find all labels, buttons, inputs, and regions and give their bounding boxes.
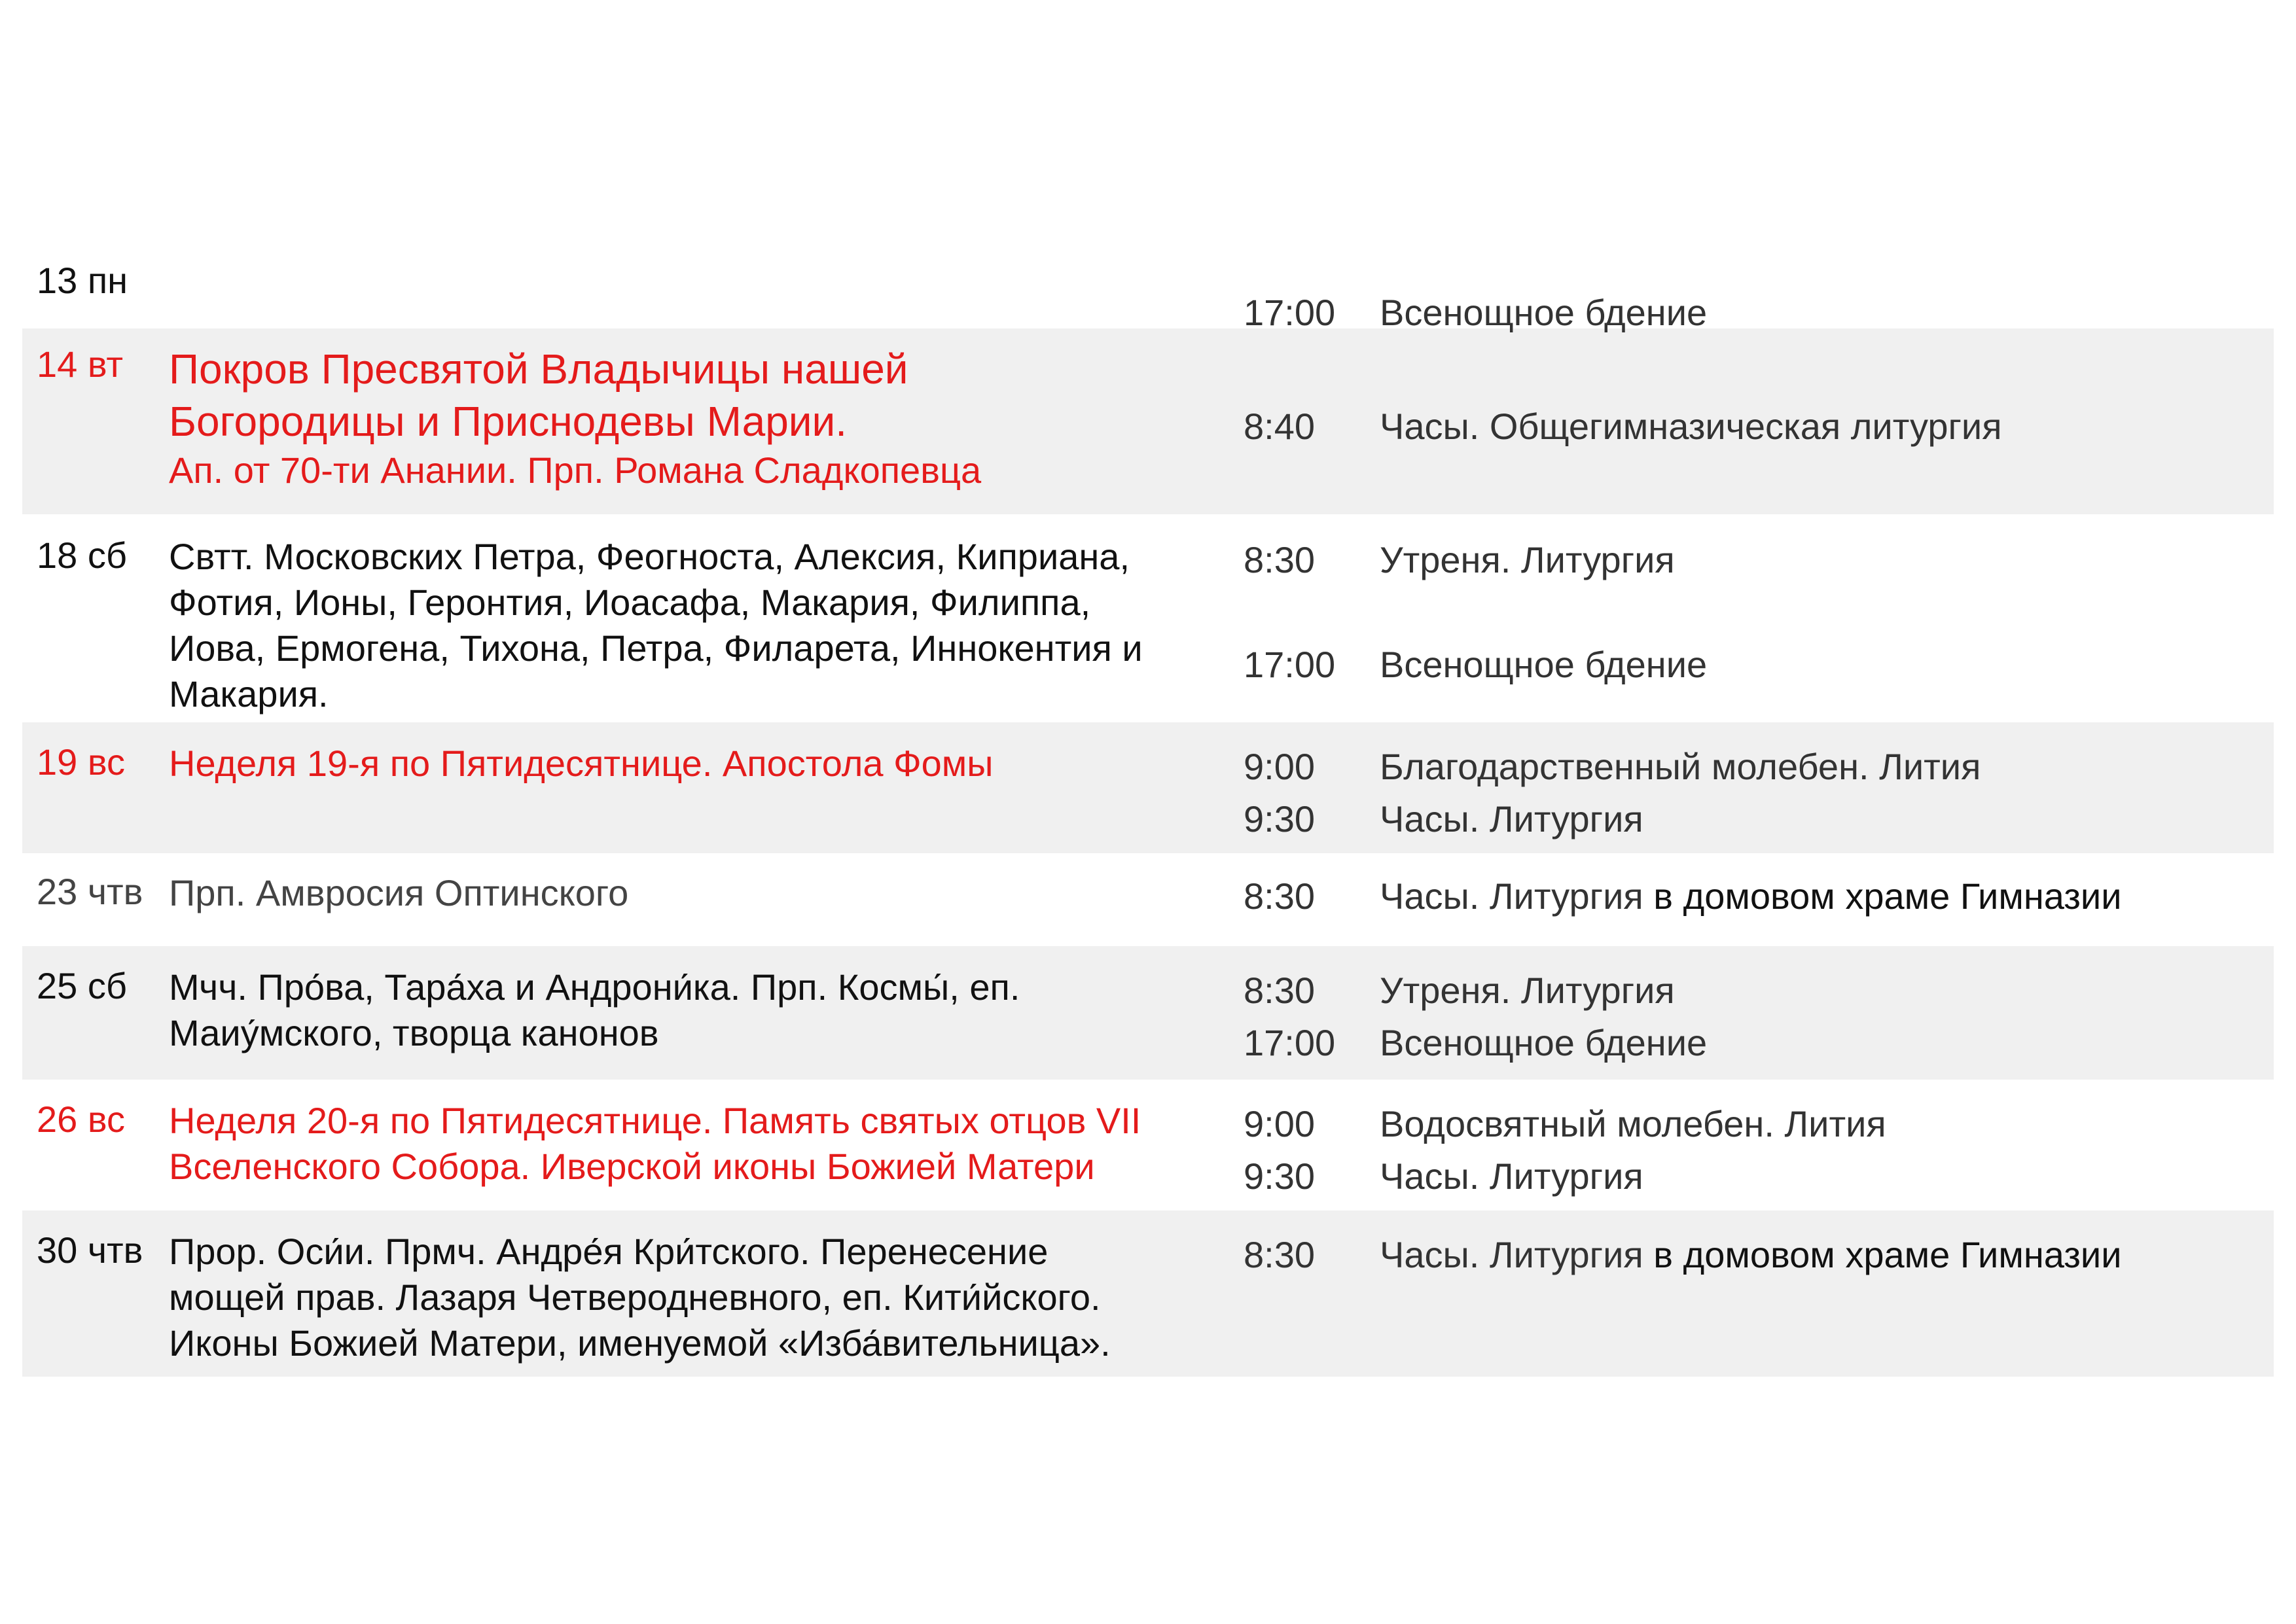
service-item <box>1244 400 2274 453</box>
row-date: 14 вт <box>37 344 124 385</box>
service-time: 17:00 <box>1244 644 1336 685</box>
service-name: Часы. Общегимназическая литургия <box>1380 406 2002 447</box>
service-name: Утреня. Литургия <box>1380 970 1675 1011</box>
service-name-wrap <box>1380 287 2274 339</box>
service-time: 9:00 <box>1244 1103 1315 1144</box>
service-time: 17:00 <box>1244 1022 1336 1063</box>
row-services <box>1244 741 2274 853</box>
service-item <box>1244 1150 2274 1203</box>
description-line: Вселенского Собора. Иверской иконы Божией Матери <box>169 1146 1095 1187</box>
service-location: в домовом храме Гимназии <box>1643 875 2122 917</box>
description-line: Свтт. Московских Петра, Феогноста, Алексия, Киприана, <box>169 536 1130 577</box>
service-name: Часы. Литургия <box>1380 1234 1643 1275</box>
service-time: 9:30 <box>1244 798 1315 839</box>
service-name-wrap <box>1380 964 2274 1017</box>
service-time: 8:30 <box>1244 875 1315 917</box>
row-date: 25 сб <box>37 965 127 1006</box>
service-name-wrap <box>1380 741 2274 793</box>
row-services <box>1244 259 2274 333</box>
service-name-wrap <box>1380 1229 2274 1281</box>
description-line: Богородицы и Приснодевы Марии. <box>169 398 848 445</box>
service-item <box>1244 639 2274 691</box>
service-item <box>1244 870 2274 923</box>
row-date: 23 чтв <box>37 871 143 912</box>
row-services <box>1244 1229 2274 1377</box>
description-line: Прп. Амвросия Оптинского <box>169 872 629 913</box>
service-name: Часы. Литургия <box>1380 1156 1643 1197</box>
schedule-row <box>22 514 2274 722</box>
service-time: 8:30 <box>1244 1234 1315 1275</box>
service-time: 17:00 <box>1244 292 1336 333</box>
row-description <box>169 870 1244 946</box>
row-date: 18 сб <box>37 535 127 576</box>
service-time: 8:30 <box>1244 539 1315 580</box>
schedule-row <box>22 1080 2274 1210</box>
service-item <box>1244 1017 2274 1069</box>
description-line: мощей прав. Лазаря Четверодневного, еп. Кити́йского. <box>169 1277 1101 1318</box>
service-name-wrap <box>1380 400 2274 453</box>
service-name-wrap <box>1380 1017 2274 1069</box>
row-description <box>169 964 1244 1080</box>
service-item <box>1244 964 2274 1017</box>
row-description <box>169 1098 1244 1210</box>
service-name-wrap <box>1380 1150 2274 1203</box>
description-line: Маиу́мского, творца канонов <box>169 1012 659 1053</box>
description-line: Неделя 19-я по Пятидесятнице. Апостола Фомы <box>169 743 994 784</box>
row-description <box>169 343 1244 514</box>
description-line: Макария. <box>169 673 329 715</box>
schedule-row <box>22 328 2274 514</box>
service-name-wrap <box>1380 793 2274 845</box>
service-time: 8:40 <box>1244 406 1315 447</box>
service-time: 8:30 <box>1244 970 1315 1011</box>
row-date: 30 чтв <box>37 1229 143 1271</box>
row-description <box>169 741 1244 853</box>
service-name: Благодарственный молебен. Лития <box>1380 746 1981 787</box>
service-name: Всенощное бдение <box>1380 1022 1708 1063</box>
description-line: Ап. от 70-ти Анании. Прп. Романа Сладкопевца <box>169 450 982 491</box>
service-name: Часы. Литургия <box>1380 798 1643 839</box>
row-services <box>1244 534 2274 722</box>
description-line: Иконы Божией Матери, именуемой «Изба́вительница». <box>169 1322 1111 1364</box>
service-name-wrap <box>1380 870 2274 923</box>
schedule-row <box>22 946 2274 1080</box>
row-date: 13 пн <box>37 260 128 301</box>
service-name-wrap <box>1380 534 2274 586</box>
service-name-wrap <box>1380 639 2274 691</box>
service-item <box>1244 534 2274 586</box>
row-services <box>1244 870 2274 946</box>
schedule-row <box>22 236 2274 333</box>
service-location: в домовом храме Гимназии <box>1643 1234 2122 1275</box>
schedule-table <box>22 236 2274 1377</box>
description-line: Иова, Ермогена, Тихона, Петра, Филарета, Иннокентия и <box>169 627 1143 669</box>
service-item <box>1244 1229 2274 1281</box>
service-name: Водосвятный молебен. Лития <box>1380 1103 1886 1144</box>
service-item <box>1244 287 2274 339</box>
description-line: Мчч. Про́ва, Тара́ха и Андрони́ка. Прп. Космы́, еп. <box>169 966 1020 1008</box>
row-description <box>169 259 1244 328</box>
description-line: Неделя 20-я по Пятидесятнице. Память святых отцов VII <box>169 1100 1141 1141</box>
service-name-wrap <box>1380 1098 2274 1150</box>
service-name: Всенощное бдение <box>1380 292 1708 333</box>
description-line: Покров Пресвятой Владычицы нашей <box>169 345 908 393</box>
schedule-row <box>22 853 2274 946</box>
row-date: 26 вс <box>37 1099 125 1140</box>
row-services <box>1244 964 2274 1080</box>
service-name: Часы. Литургия <box>1380 875 1643 917</box>
service-time: 9:00 <box>1244 746 1315 787</box>
description-line: Фотия, Ионы, Геронтия, Иоасафа, Макария, Филиппа, <box>169 582 1091 623</box>
schedule-row <box>22 722 2274 853</box>
row-date: 19 вс <box>37 741 125 783</box>
row-services <box>1244 343 2274 514</box>
schedule-row <box>22 1210 2274 1377</box>
service-time: 9:30 <box>1244 1156 1315 1197</box>
row-description <box>169 534 1244 722</box>
service-item <box>1244 1098 2274 1150</box>
row-description <box>169 1229 1244 1377</box>
description-line: Прор. Оси́и. Прмч. Андре́я Кри́тского. Перенесение <box>169 1231 1049 1272</box>
service-item <box>1244 741 2274 793</box>
service-name: Утреня. Литургия <box>1380 539 1675 580</box>
service-item <box>1244 793 2274 845</box>
row-services <box>1244 1098 2274 1210</box>
service-name: Всенощное бдение <box>1380 644 1708 685</box>
